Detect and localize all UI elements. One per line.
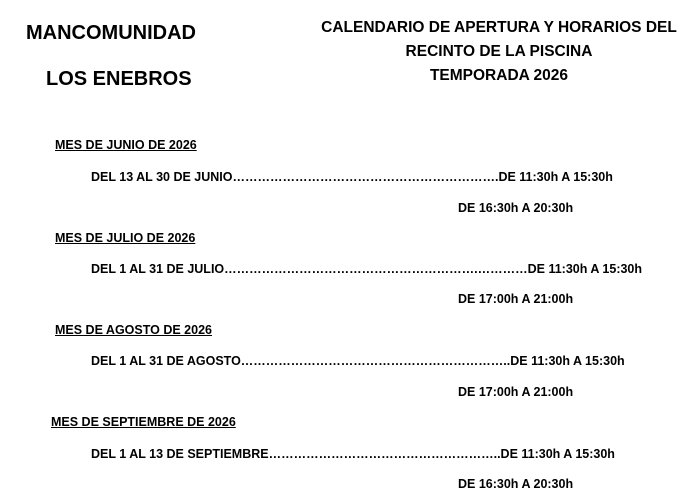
second-slot-septiembre: DE 16:30h A 20:30h (458, 477, 574, 491)
title-line-1: CALENDARIO DE APERTURA Y HORARIOS DEL (321, 19, 677, 36)
title-line-2: RECINTO DE LA PISCINA (405, 43, 593, 60)
period-septiembre: DEL 1 AL 13 DE SEPTIEMBRE………………………………………………..DE 11:30h A 15:30h (91, 447, 615, 461)
title-line-3: TEMPORADA 2026 (429, 67, 569, 84)
period-julio: DEL 1 AL 31 DE JULIO…………………………………………………….…………DE 11:30h A 15:30h (91, 262, 643, 276)
document-title (315, 16, 683, 88)
month-heading-agosto: MES DE AGOSTO DE 2026 (55, 323, 212, 337)
period-junio: DEL 13 AL 30 DE JUNIO……………………………………………………….DE 11:30h A 15:30h (91, 170, 613, 184)
month-heading-septiembre: MES DE SEPTIEMBRE DE 2026 (51, 415, 236, 429)
period-agosto: DEL 1 AL 31 DE AGOSTO………………………………………………………..DE 11:30h A 15:30h (91, 354, 625, 368)
month-heading-junio: MES DE JUNIO DE 2026 (55, 138, 197, 152)
month-heading-julio: MES DE JULIO DE 2026 (55, 231, 196, 245)
second-slot-junio: DE 16:30h A 20:30h (458, 201, 574, 215)
organization-name-line2: LOS ENEBROS (46, 68, 192, 90)
organization-name-line1: MANCOMUNIDAD (26, 22, 196, 44)
second-slot-agosto: DE 17:00h A 21:00h (458, 385, 574, 399)
second-slot-julio: DE 17:00h A 21:00h (458, 292, 574, 306)
